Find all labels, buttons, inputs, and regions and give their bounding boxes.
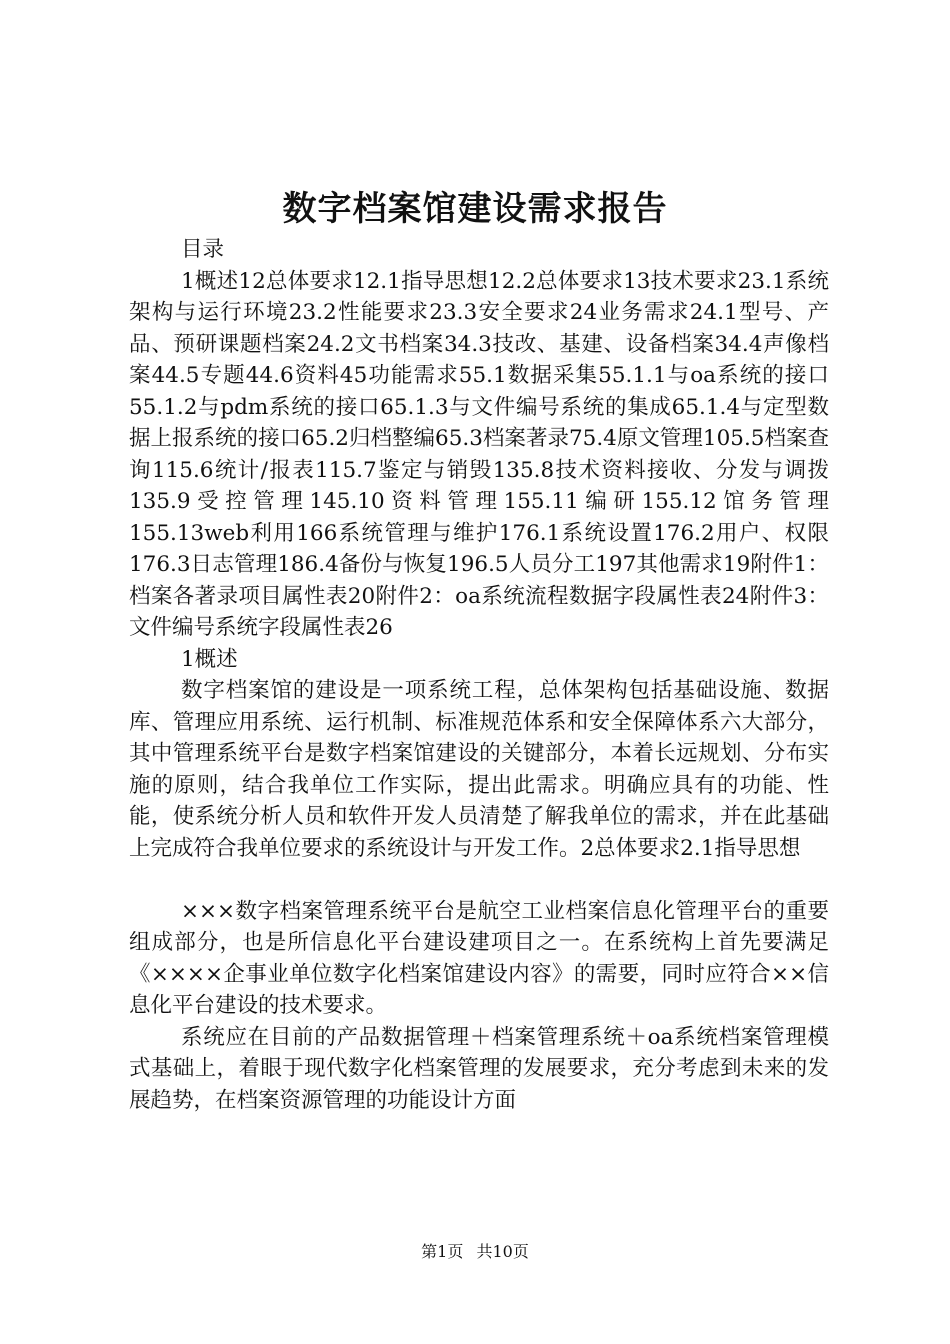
section-heading: 1概述 xyxy=(181,646,238,672)
page-total: 共10页 xyxy=(476,1242,529,1261)
document-title: 数字档案馆建设需求报告 xyxy=(282,189,668,229)
page-footer xyxy=(0,1241,950,1263)
paragraph: 系统应在目前的产品数据管理＋档案管理系统＋oa系统档案管理模式基础上，着眼于现代数字化档案管理的发展要求，充分考虑到未来的发展趋势，在档案资源管理的功能设计方面 xyxy=(129,1024,829,1113)
paragraph: ×××数字档案管理系统平台是航空工业档案信息化管理平台的重要组成部分，也是所信息化平台建设建项目之一。在系统构上首先要满足《××××企事业单位数字化档案馆建设内容》的需要，同时应符合××信息化平台建设的技术要求。 xyxy=(129,898,829,1018)
toc-heading: 目录 xyxy=(181,237,225,262)
document-body xyxy=(129,234,829,1116)
toc-text: 1概述12总体要求12.1指导思想12.2总体要求13技术要求23.1系统架构与运行环境23.2性能要求23.3安全要求24业务需求24.1型号、产品、预研课题档案24.2文书档案34.3技改、基建、设备档案34.4声像档案44.5专题44.6资料45功能需求55.1数据采集55.1.1与oa系统的接口55.1.2与pdm系统的接口65.1.3与文件编号系统的集成65.1.4与定型数据上报系统的接口65.2归档整编65.3档案著录75.4原文管理105.5档案查询115.6统计/报表115.7鉴定与销毁135.8技术资料接收、分发与调拨135.9受控管理145.10资料管理155.11编研155.12馆务管理155.13web利用166系统管理与维护176.1系统设置176.2用户、权限176.3日志管理186.4备份与恢复196.5人员分工197其他需求19附件1：档案各著录项目属性表20附件2：oa系统流程数据字段属性表24附件3：文件编号系统字段属性表26 xyxy=(129,268,829,640)
page-number: 第1页 xyxy=(421,1242,464,1261)
paragraph: 数字档案馆的建设是一项系统工程，总体架构包括基础设施、数据库、管理应用系统、运行机制、标准规范体系和安全保障体系六大部分，其中管理系统平台是数字档案馆建设的关键部分，本着长远规划、分布实施的原则，结合我单位工作实际，提出此需求。明确应具有的功能、性能，使系统分析人员和软件开发人员清楚了解我单位的需求，并在此基础上完成符合我单位要求的系统设计与开发工作。2总体要求2.1指导思想 xyxy=(129,678,829,861)
